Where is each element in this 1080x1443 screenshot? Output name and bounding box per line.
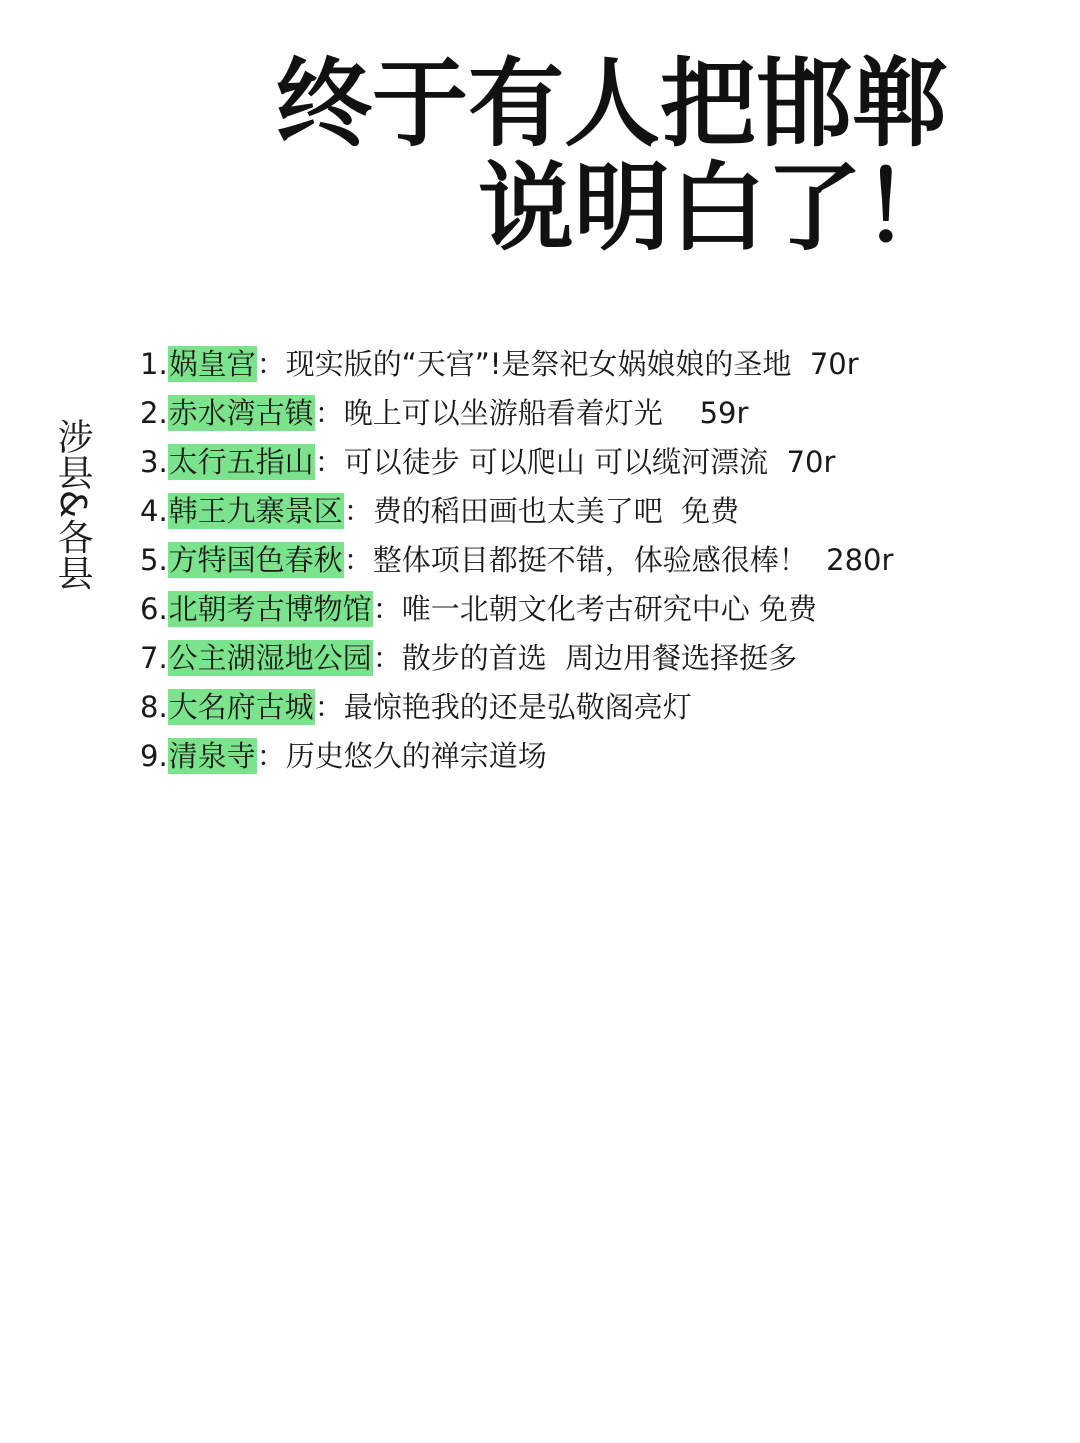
item-separator: ： [343,543,373,577]
item-number: 6. [140,592,168,626]
list-item [140,340,1040,389]
item-description: 整体项目都挺不错，体验感很棒！ 280r [372,543,894,577]
item-name-highlight: 公主湖湿地公园 [168,641,372,675]
item-name-highlight: 太行五指山 [168,445,314,479]
item-number: 4. [140,494,168,528]
item-description: 唯一北朝文化考古研究中心 免费 [401,592,817,626]
item-description: 可以徒步 可以爬山 可以缆河漂流 70r [343,445,836,479]
item-name-highlight: 韩王九寨景区 [168,494,343,528]
item-separator: ： [256,739,286,773]
item-description: 现实版的“天宫”!是祭祀女娲娘娘的圣地 70r [285,347,859,381]
item-name-highlight: 娲皇宫 [168,347,256,381]
list-item [140,634,1040,683]
item-number: 9. [140,739,168,773]
item-separator: ： [372,641,402,675]
item-name-highlight: 北朝考古博物馆 [168,592,372,626]
item-number: 1. [140,347,168,381]
list-item [140,438,1040,487]
item-number: 8. [140,690,168,724]
item-separator: ： [343,494,373,528]
item-description: 最惊艳我的还是弘敬阁亮灯 [343,690,692,724]
item-separator: ： [372,592,402,626]
item-separator: ： [314,396,344,430]
item-number: 3. [140,445,168,479]
item-number: 2. [140,396,168,430]
list-item [140,487,1040,536]
item-description: 晚上可以坐游船看着灯光 59r [343,396,749,430]
item-description: 费的稻田画也太美了吧 免费 [372,494,740,528]
item-description: 散步的首选 周边用餐选择挺多 [401,641,798,675]
item-number: 7. [140,641,168,675]
item-separator: ： [314,690,344,724]
list-item [140,683,1040,732]
list-item [140,585,1040,634]
page-title [188,48,958,264]
item-separator: ： [314,445,344,479]
list-item [140,389,1040,438]
item-description: 历史悠久的禅宗道场 [285,739,547,773]
list-item [140,536,1040,585]
item-number: 5. [140,543,168,577]
list-item [140,732,1040,781]
item-name-highlight: 大名府古城 [168,690,314,724]
item-name-highlight: 赤水湾古镇 [168,396,314,430]
item-separator: ： [256,347,286,381]
attraction-list [140,340,1040,781]
title-line-2: 说明白了！ [478,152,958,264]
item-name-highlight: 清泉寺 [168,739,256,773]
title-line-1: 终于有人把邯郸 [276,48,948,160]
item-name-highlight: 方特国色春秋 [168,543,343,577]
side-label: 涉县&各县 [52,418,93,591]
